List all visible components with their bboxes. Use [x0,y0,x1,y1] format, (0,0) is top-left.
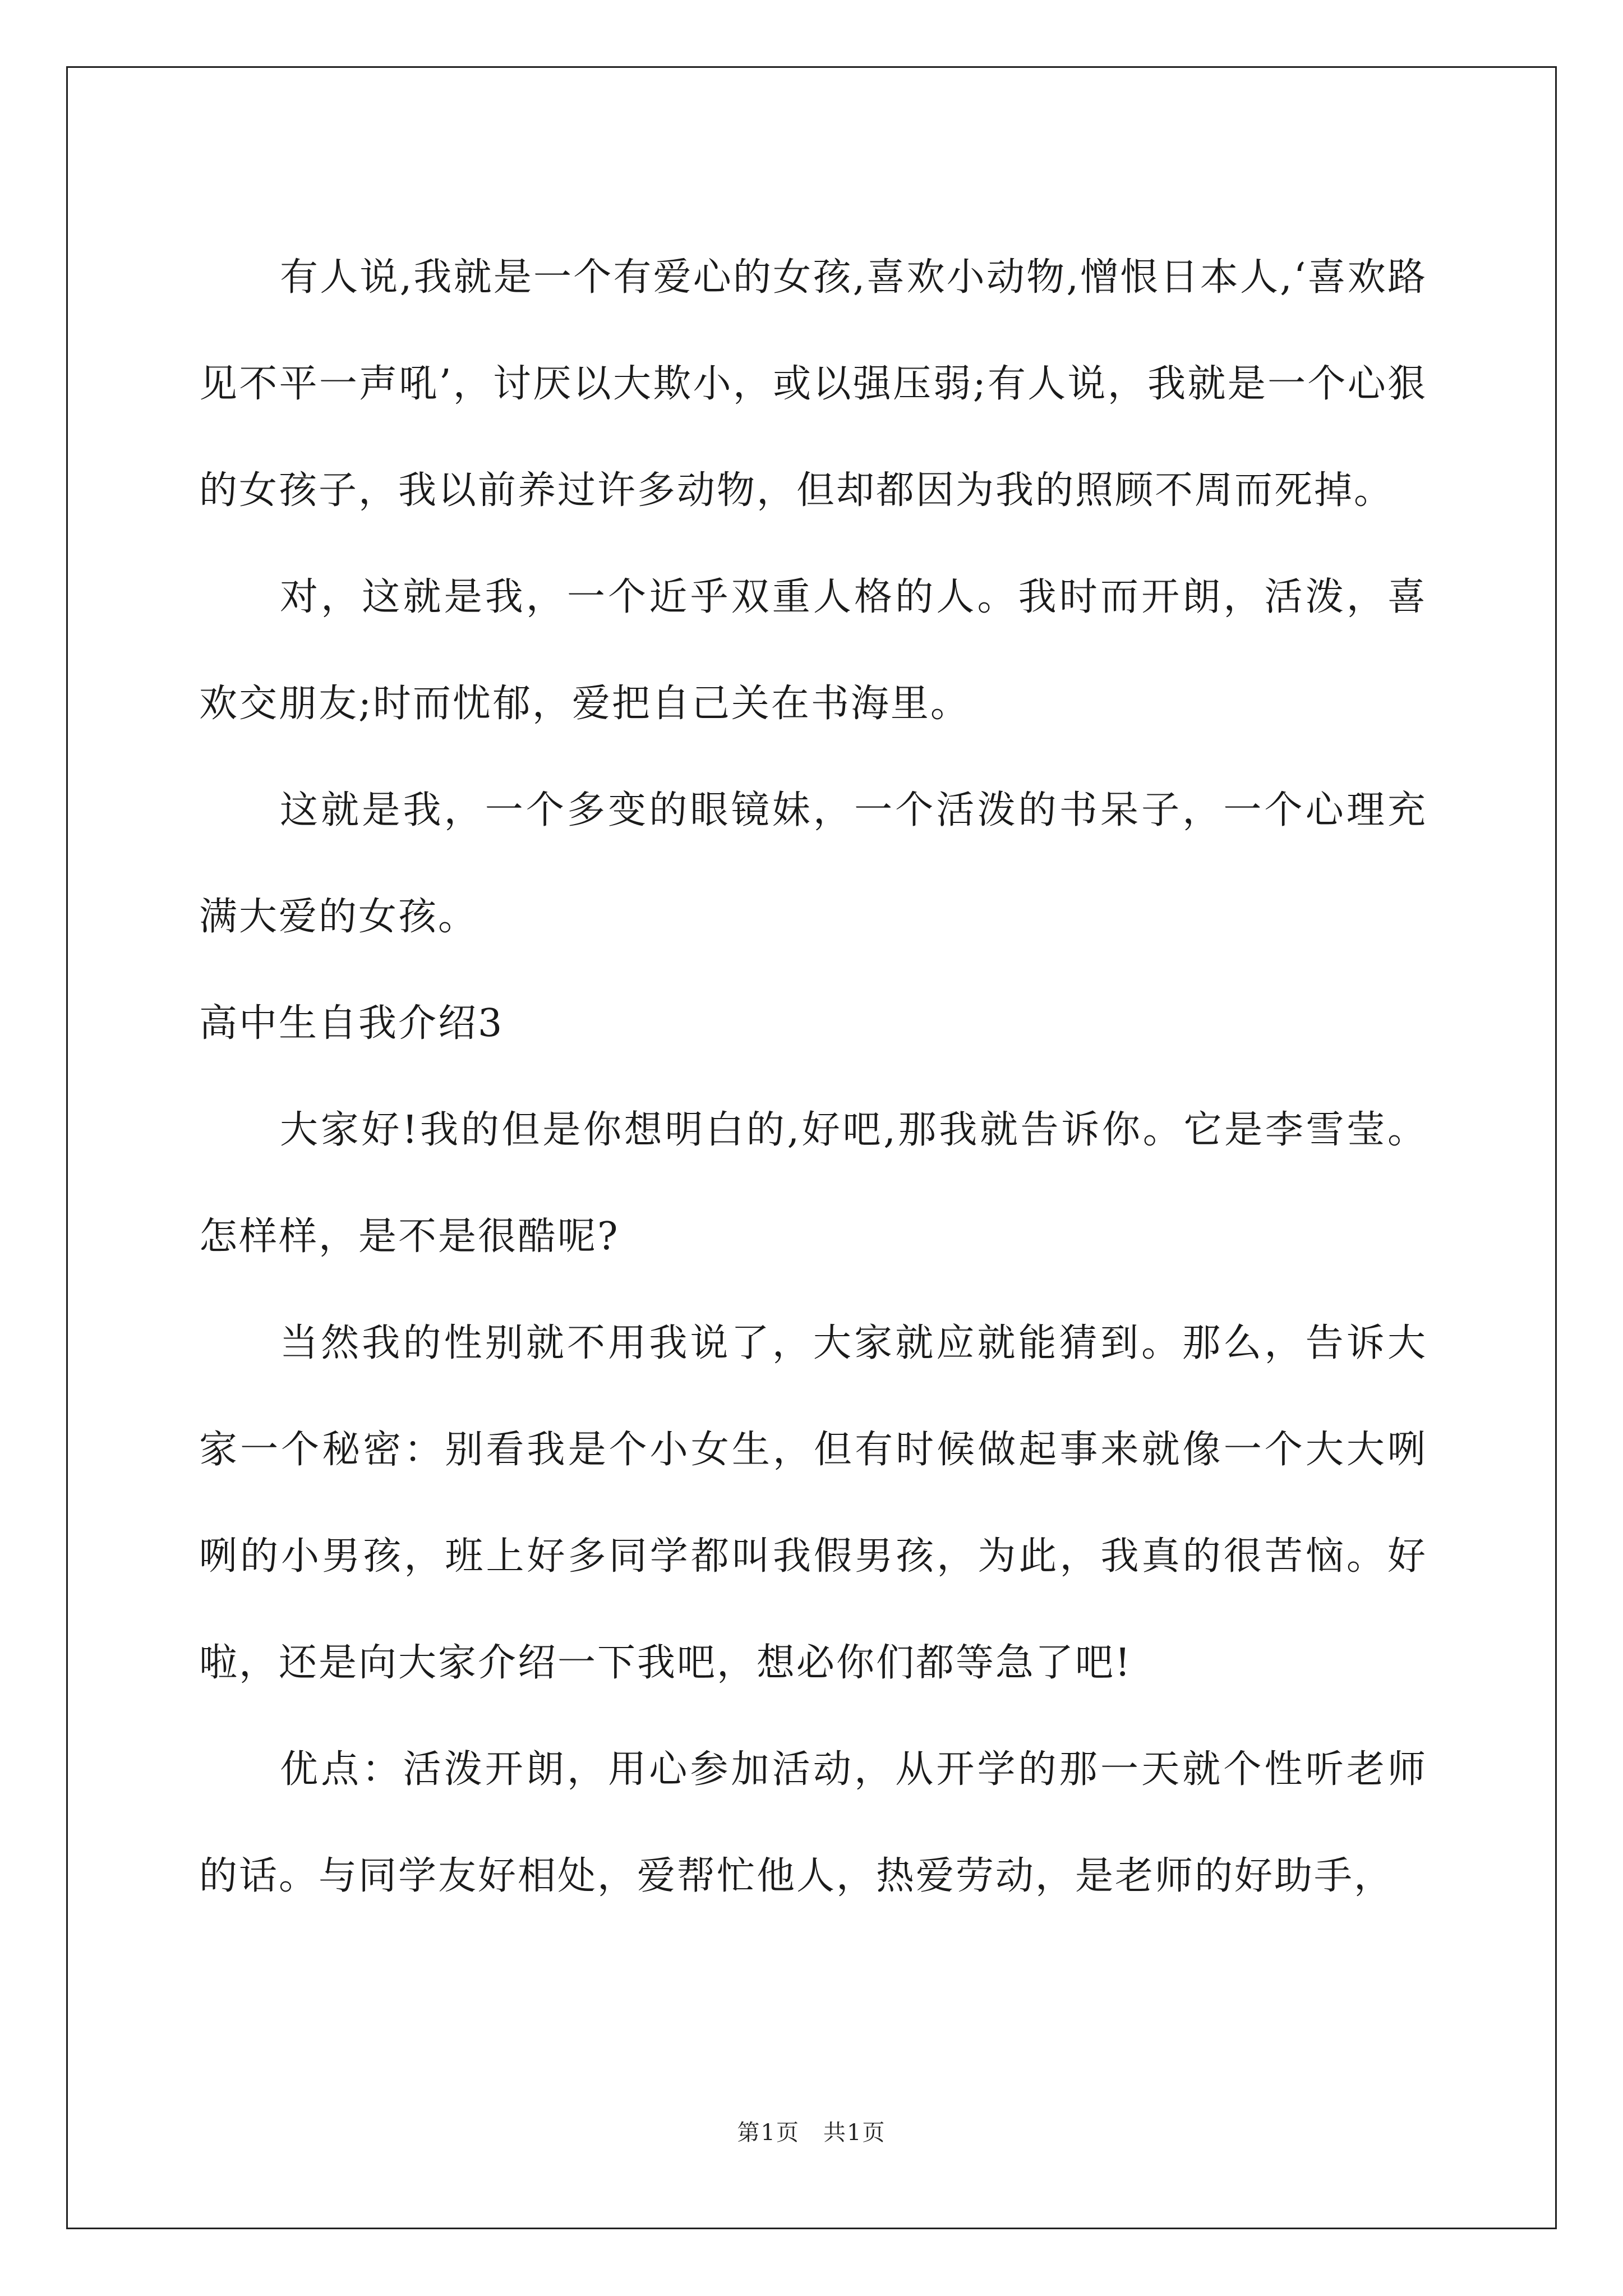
page-footer: 第1页 共1页 [737,2120,886,2146]
paragraph-3: 这就是我，一个多变的眼镜妹，一个活泼的书呆子，一个心理充满大爱的女孩。 [199,788,1427,939]
section-heading: 高中生自我介绍3 [199,1001,504,1046]
paragraph-5: 当然我的性别就不用我说了，大家就应就能猜到。那么，告诉大家一个秘密：别看我是个小女生，但有时候做起事来就像一个大大咧咧的小男孩，班上好多同学都叫我假男孩，为此，我真的很苦恼。好啦，还是向大家介绍一下我吧，想必你们都等急了吧! [199,1321,1427,1685]
document-body [199,224,1427,1930]
paragraph-4: 大家好!我的但是你想明白的,好吧,那我就告诉你。它是李雪莹。怎样样，是不是很酷呢? [199,1108,1427,1259]
paragraph-6: 优点：活泼开朗，用心参加活动，从开学的那一天就个性听老师的话。与同学友好相处，爱帮忙他人，热爱劳动，是老师的好助手， [199,1747,1427,1898]
paragraph-2: 对，这就是我，一个近乎双重人格的人。我时而开朗，活泼，喜欢交朋友;时而忧郁，爱把自己关在书海里。 [199,575,1427,726]
paragraph-1: 有人说,我就是一个有爱心的女孩,喜欢小动物,憎恨日本人,‘喜欢路见不平一声吼’，讨厌以大欺小，或以强压弱;有人说，我就是一个心狠的女孩子，我以前养过许多动物，但却都因为我的照顾不周而死掉。 [199,255,1427,513]
